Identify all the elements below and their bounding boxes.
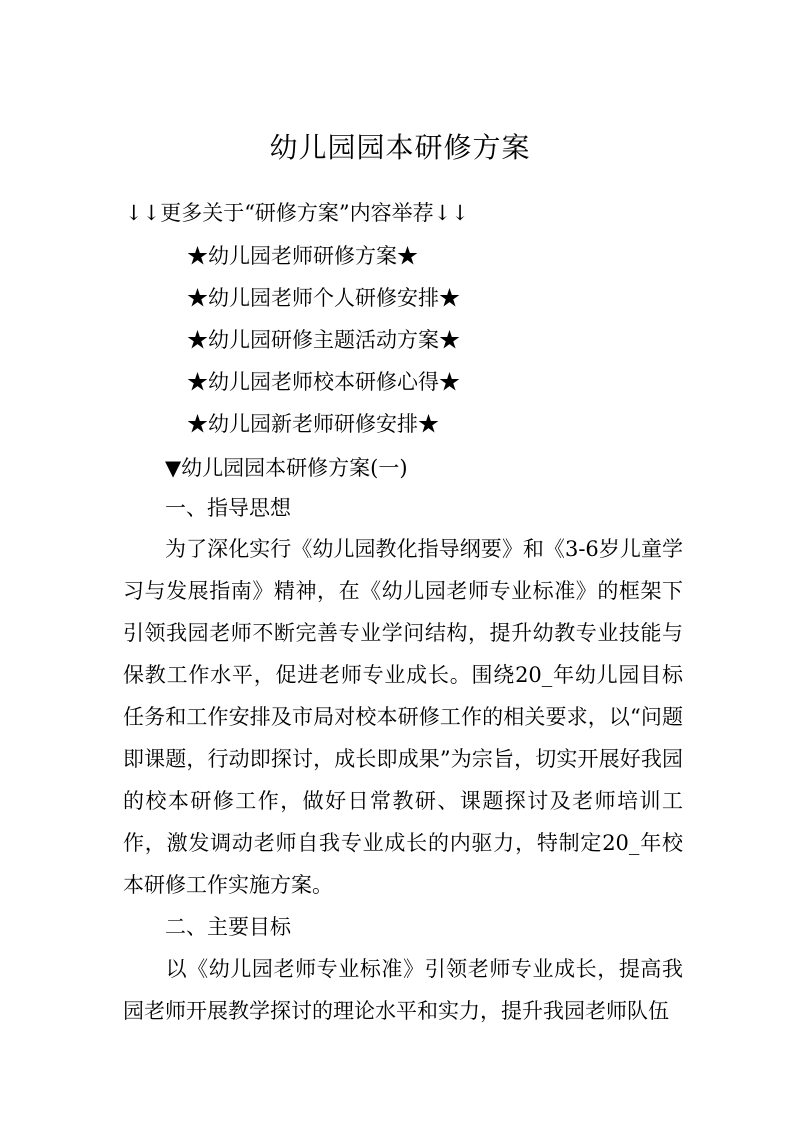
body-paragraph (123, 948, 683, 1032)
section-title: ▼幼儿园园本研修方案(一) (165, 456, 408, 480)
paragraph-text: 为了深化实行《幼儿园教化指导纲要》和《3-6岁儿童学习与发展指南》精神，在《幼儿园老师专业标准》的框架下引领我园老师不断完善专业学问结构，提升幼教专业技能与保教工作水平，促进老师专业成长。围绕20_年幼儿园目标任务和工作安排及市局对校本研修工作的相关要求，以“问题即课题，行动即探讨，成长即成果”为宗旨，切实开展好我园的校本研修工作，做好日常教研、课题探讨及老师培训工作，激发调动老师自我专业成长的内驱力，特制定20_年校本研修工作实施方案。 (123, 537, 683, 897)
recommend-link[interactable]: ★幼儿园老师个人研修安排★ (187, 286, 460, 310)
recommend-link[interactable]: ★幼儿园老师研修方案★ (187, 244, 418, 268)
recommend-header: ↓↓更多关于“研修方案”内容举荐↓↓ (125, 201, 469, 225)
recommend-link[interactable]: ★幼儿园研修主题活动方案★ (187, 328, 460, 352)
page-title: 幼儿园园本研修方案 (269, 131, 531, 164)
recommend-link[interactable]: ★幼儿园新老师研修安排★ (187, 412, 439, 436)
section-heading: 二、主要目标 (165, 915, 291, 939)
section-heading: 一、指导思想 (165, 496, 291, 520)
body-paragraph (123, 528, 683, 906)
recommend-link[interactable]: ★幼儿园老师校本研修心得★ (187, 370, 460, 394)
paragraph-text: 以《幼儿园老师专业标准》引领老师专业成长，提高我园老师开展教学探讨的理论水平和实力，提升我园老师队伍 (123, 957, 683, 1023)
